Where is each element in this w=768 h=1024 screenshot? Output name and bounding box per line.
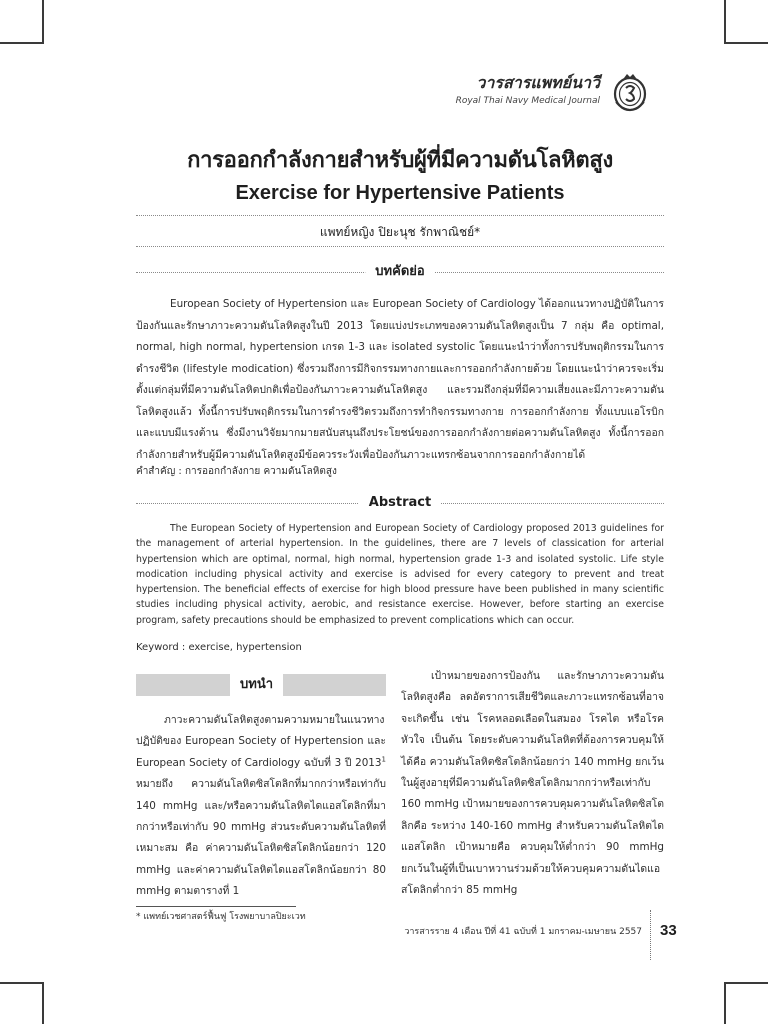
keywords-english xyxy=(136,641,664,655)
abstract-thai-text: European Society of Hypertension และ European Society of Cardiology ได้ออกแนวทางปฏิบัติในการป้องกันและรักษาภาวะความดันโลหิตสูงในปี 2013 โดยแบ่งประเภทของความดันโลหิตสูงเป็น 7 กลุ่ม คือ optimal, normal, high normal, hypertension เกรด 1-3 และ isolated systolic โดยแนะนำว่าทั้งการปรับพฤติกรรมในการดำรงชีวิต (lifestyle modication) ซึ่งรวมถึงการมีกิจกรรมทางกายและการออกกำลังกายด้วย โดยแนะนำว่าควรจะเริ่มตั้งแต่กลุ่มที่มีความดันโลหิตปกติเพื่อป้องกันภาวะความดันโลหิตสูง และรวมถึงกลุ่มที่มีความเสี่ยงและมีภาวะความดันโลหิตสูงแล้ว ทั้งนี้การปรับพฤติกรรมในการดำรงชีวิตรวมถึงการทำกิจกรรมทางกาย การออกกำลังกาย ทั้งแบบแอโรบิกและแบบมีแรงต้าน ซึ่งมีงานวิจัยมากมายสนับสนุนถึงประโยชน์ของการออกกำลังกายต่อความดันโลหิตสูง ทั้งนี้การออกกำลังกายสำหรับผู้มีความดันโลหิตสูงมีข้อควรระวังเพื่อป้องกันภาวะแทรกซ้อนจากการออกกำลังกายได้ xyxy=(136,298,664,461)
divider xyxy=(136,215,664,216)
author-footnote: * แพทย์เวชศาสตร์ฟื้นฟู โรงพยาบาลปิยะเวท xyxy=(136,912,306,922)
crop-mark xyxy=(724,982,726,1024)
heading-label: Abstract xyxy=(359,493,441,513)
keywords-value: exercise, hypertension xyxy=(188,642,302,653)
crop-mark xyxy=(0,982,44,984)
keywords-value: การออกกำลังกาย ความดันโลหิตสูง xyxy=(184,466,337,477)
footnote-rule xyxy=(136,906,296,907)
journal-seal-logo xyxy=(612,72,648,112)
citation-superscript: 1 xyxy=(381,755,386,764)
keywords-thai xyxy=(136,465,664,479)
intro-left-text: ภาวะความดันโลหิตสูงตามความหมายในแนวทางปฏิบัติของ European Society of Hypertension และ European Society of Cardiology ฉบับที่ 3 ปี 2013 xyxy=(136,714,386,769)
crop-mark xyxy=(724,982,768,984)
crop-mark xyxy=(42,0,44,42)
page-number-separator xyxy=(650,910,651,960)
author-line: แพทย์หญิง ปิยะนุช รักพาณิชย์* xyxy=(319,225,481,239)
journal-name-thai: วารสารแพทย์นาวี xyxy=(476,73,600,92)
intro-left-text-continued: หมายถึง ความดันโลหิตซิสโตลิกที่มากกว่าหรือเท่ากับ 140 mmHg และ/หรือความดันโลหิตไดแอสโตลิกที่มากกว่าหรือเท่ากับ 90 mmHg ส่วนระดับความดันโลหิตที่เหมาะสม คือ ค่าความดันโลหิตซิสโตลิกน้อยกว่า 120 mmHg และค่าความดันโลหิตไดแอสโตลิกน้อยกว่า 80 mmHg ตามตารางที่ 1 xyxy=(136,778,386,898)
crop-mark xyxy=(724,42,768,44)
crop-mark xyxy=(42,982,44,1024)
article-title-english: Exercise for Hypertensive Patients xyxy=(235,182,565,204)
heading-label: บทคัดย่อ xyxy=(365,262,434,282)
divider xyxy=(136,246,664,247)
abstract-english-text: The European Society of Hypertension and European Society of Cardiology proposed 2013 guidelines for the management of arterial hypertension. In the guidelines, there are 7 levels of classication for arterial hypertension which are optimal, normal, high normal, hypertension grade 1-3 and isolated systolic. Life style modication including physical activity and exercise is advised for every category to prevent and treat hypertension. The beneficial effects of exercise for high blood pressure have been published in many scientific studies including physical activity, aerobic, and resistance exercise. However, before starting an exercise program, safety precautions should be emphasized to prevent complications which can occur. xyxy=(136,523,664,626)
journal-name-english: Royal Thai Navy Medical Journal xyxy=(455,96,600,106)
intro-right-column: เป้าหมายของการป้องกัน และรักษาภาวะความดันโลหิตสูงคือ ลดอัตราการเสียชีวิตและภาวะแทรกซ้อนที่อาจจะเกิดขึ้น เช่น โรคหลอดเลือดในสมอง โรคไต หรือโรคหัวใจ เป็นต้น โดยระดับความดันโลหิตที่ต้องการควบคุมให้ได้คือ ความดันโลหิตซิสโตลิกน้อยกว่า 140 mmHg ยกเว้นในผู้สูงอายุที่มีความดันโลหิตซิสโตลิกมากกว่าหรือเท่ากับ 160 mmHg เป้าหมายของการควบคุมความดันโลหิตซิสโตลิกคือ ระหว่าง 140-160 mmHg สำหรับความดันโลหิตไดแอสโตลิก เป้าหมายคือ ควบคุมให้ต่ำกว่า 90 mmHg ยกเว้นในผู้ที่เป็นเบาหวานร่วมด้วยให้ควบคุมความดันไดแอสโตลิกต่ำกว่า 85 mmHg xyxy=(401,670,664,897)
heading-label: บทนำ xyxy=(230,674,283,696)
page-number: 33 xyxy=(660,922,677,939)
keywords-label: คำสำคัญ : xyxy=(136,466,182,477)
section-heading-introduction xyxy=(136,674,386,696)
crop-mark xyxy=(724,0,726,42)
crop-mark xyxy=(0,42,44,44)
section-heading-english-abstract xyxy=(136,493,664,513)
section-heading-thai-abstract xyxy=(136,262,664,282)
article-title-thai: การออกกำลังกายสำหรับผู้ที่มีความดันโลหิตสูง xyxy=(187,148,613,173)
keywords-label: Keyword : xyxy=(136,642,186,653)
intro-left-column xyxy=(136,710,386,903)
issue-info: วารสารราย 4 เดือน ปีที่ 41 ฉบับที่ 1 มกราคม-เมษายน 2557 xyxy=(404,927,642,937)
